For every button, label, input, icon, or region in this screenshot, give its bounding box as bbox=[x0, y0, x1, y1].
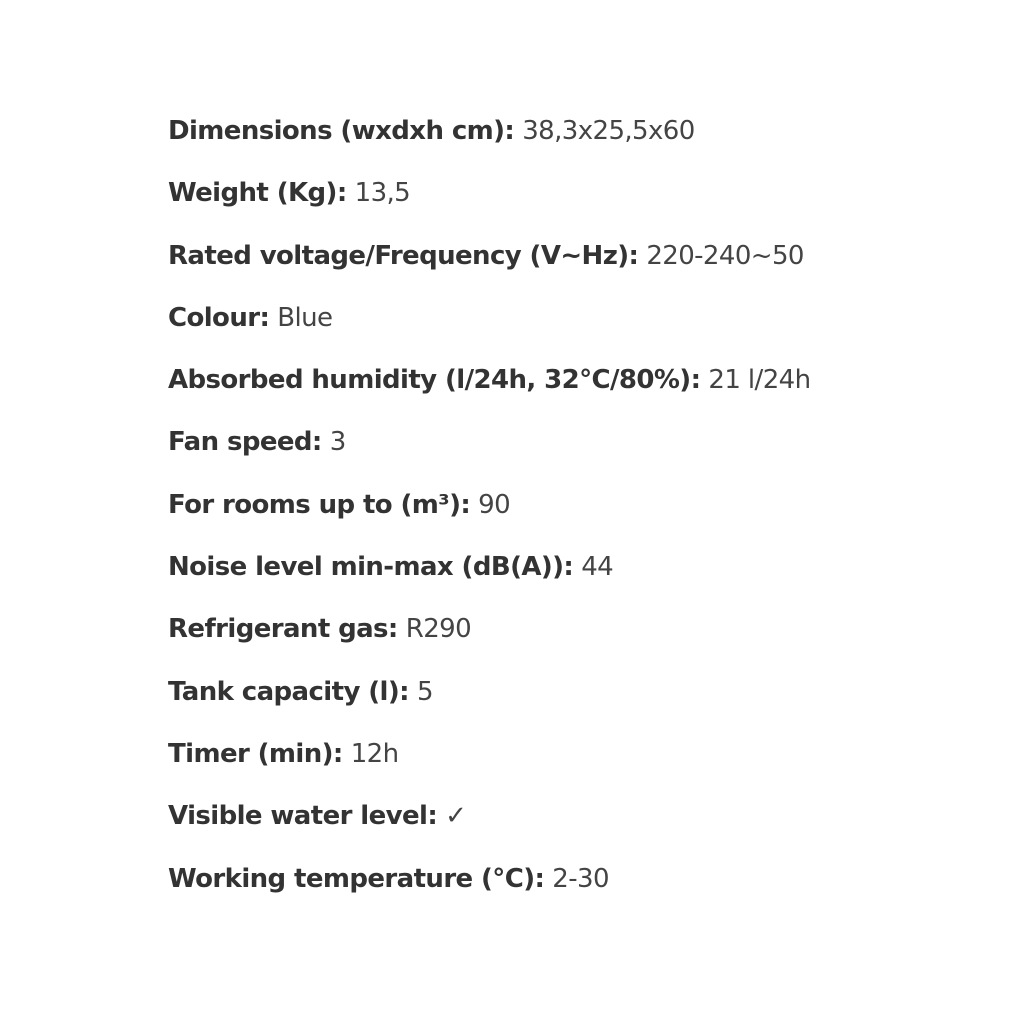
spec-value: 5 bbox=[416, 676, 433, 707]
spec-value: 12h bbox=[350, 738, 399, 769]
spec-row-rated-voltage bbox=[168, 233, 810, 295]
spec-value: 3 bbox=[329, 427, 346, 458]
spec-value: 38,3x25,5x60 bbox=[522, 116, 695, 146]
spec-value: 220-240~50 bbox=[646, 240, 804, 271]
spec-row-weight bbox=[168, 170, 810, 232]
spec-value: Blue bbox=[277, 302, 333, 333]
spec-label: Timer (min): bbox=[168, 738, 343, 769]
spec-label: Visible water level: bbox=[168, 801, 438, 832]
spec-label: Rated voltage/Frequency (V~Hz): bbox=[168, 240, 639, 271]
spec-label: Absorbed humidity (l/24h, 32°C/80%): bbox=[168, 365, 701, 396]
spec-label: Noise level min-max (dB(A)): bbox=[168, 552, 574, 583]
spec-label: Dimensions (wxdxh cm): bbox=[168, 116, 515, 146]
spec-row-timer bbox=[168, 731, 810, 793]
spec-row-noise-level bbox=[168, 544, 810, 606]
spec-label: For rooms up to (m³): bbox=[168, 489, 471, 520]
spec-row-tank-capacity bbox=[168, 669, 810, 731]
spec-value: 90 bbox=[478, 489, 511, 520]
check-mark-icon: ✓ bbox=[445, 801, 467, 832]
spec-value: 2-30 bbox=[552, 863, 609, 894]
spec-row-working-temperature bbox=[168, 856, 810, 918]
spec-row-dimensions bbox=[168, 108, 810, 170]
spec-label: Working temperature (°C): bbox=[168, 863, 545, 894]
spec-row-room-size bbox=[168, 482, 810, 544]
spec-value: 44 bbox=[581, 552, 614, 583]
spec-value: 13,5 bbox=[354, 178, 411, 209]
spec-list bbox=[168, 108, 810, 918]
spec-row-absorbed-humidity bbox=[168, 357, 810, 419]
spec-label: Tank capacity (l): bbox=[168, 676, 409, 707]
spec-label: Weight (Kg): bbox=[168, 178, 347, 209]
spec-label: Fan speed: bbox=[168, 427, 322, 458]
spec-row-visible-water-level bbox=[168, 793, 810, 855]
spec-value: R290 bbox=[405, 614, 472, 645]
spec-label: Colour: bbox=[168, 302, 270, 333]
spec-label: Refrigerant gas: bbox=[168, 614, 398, 645]
spec-row-refrigerant-gas bbox=[168, 606, 810, 668]
spec-row-fan-speed bbox=[168, 419, 810, 481]
spec-value: 21 l/24h bbox=[708, 365, 811, 396]
spec-row-colour bbox=[168, 295, 810, 357]
